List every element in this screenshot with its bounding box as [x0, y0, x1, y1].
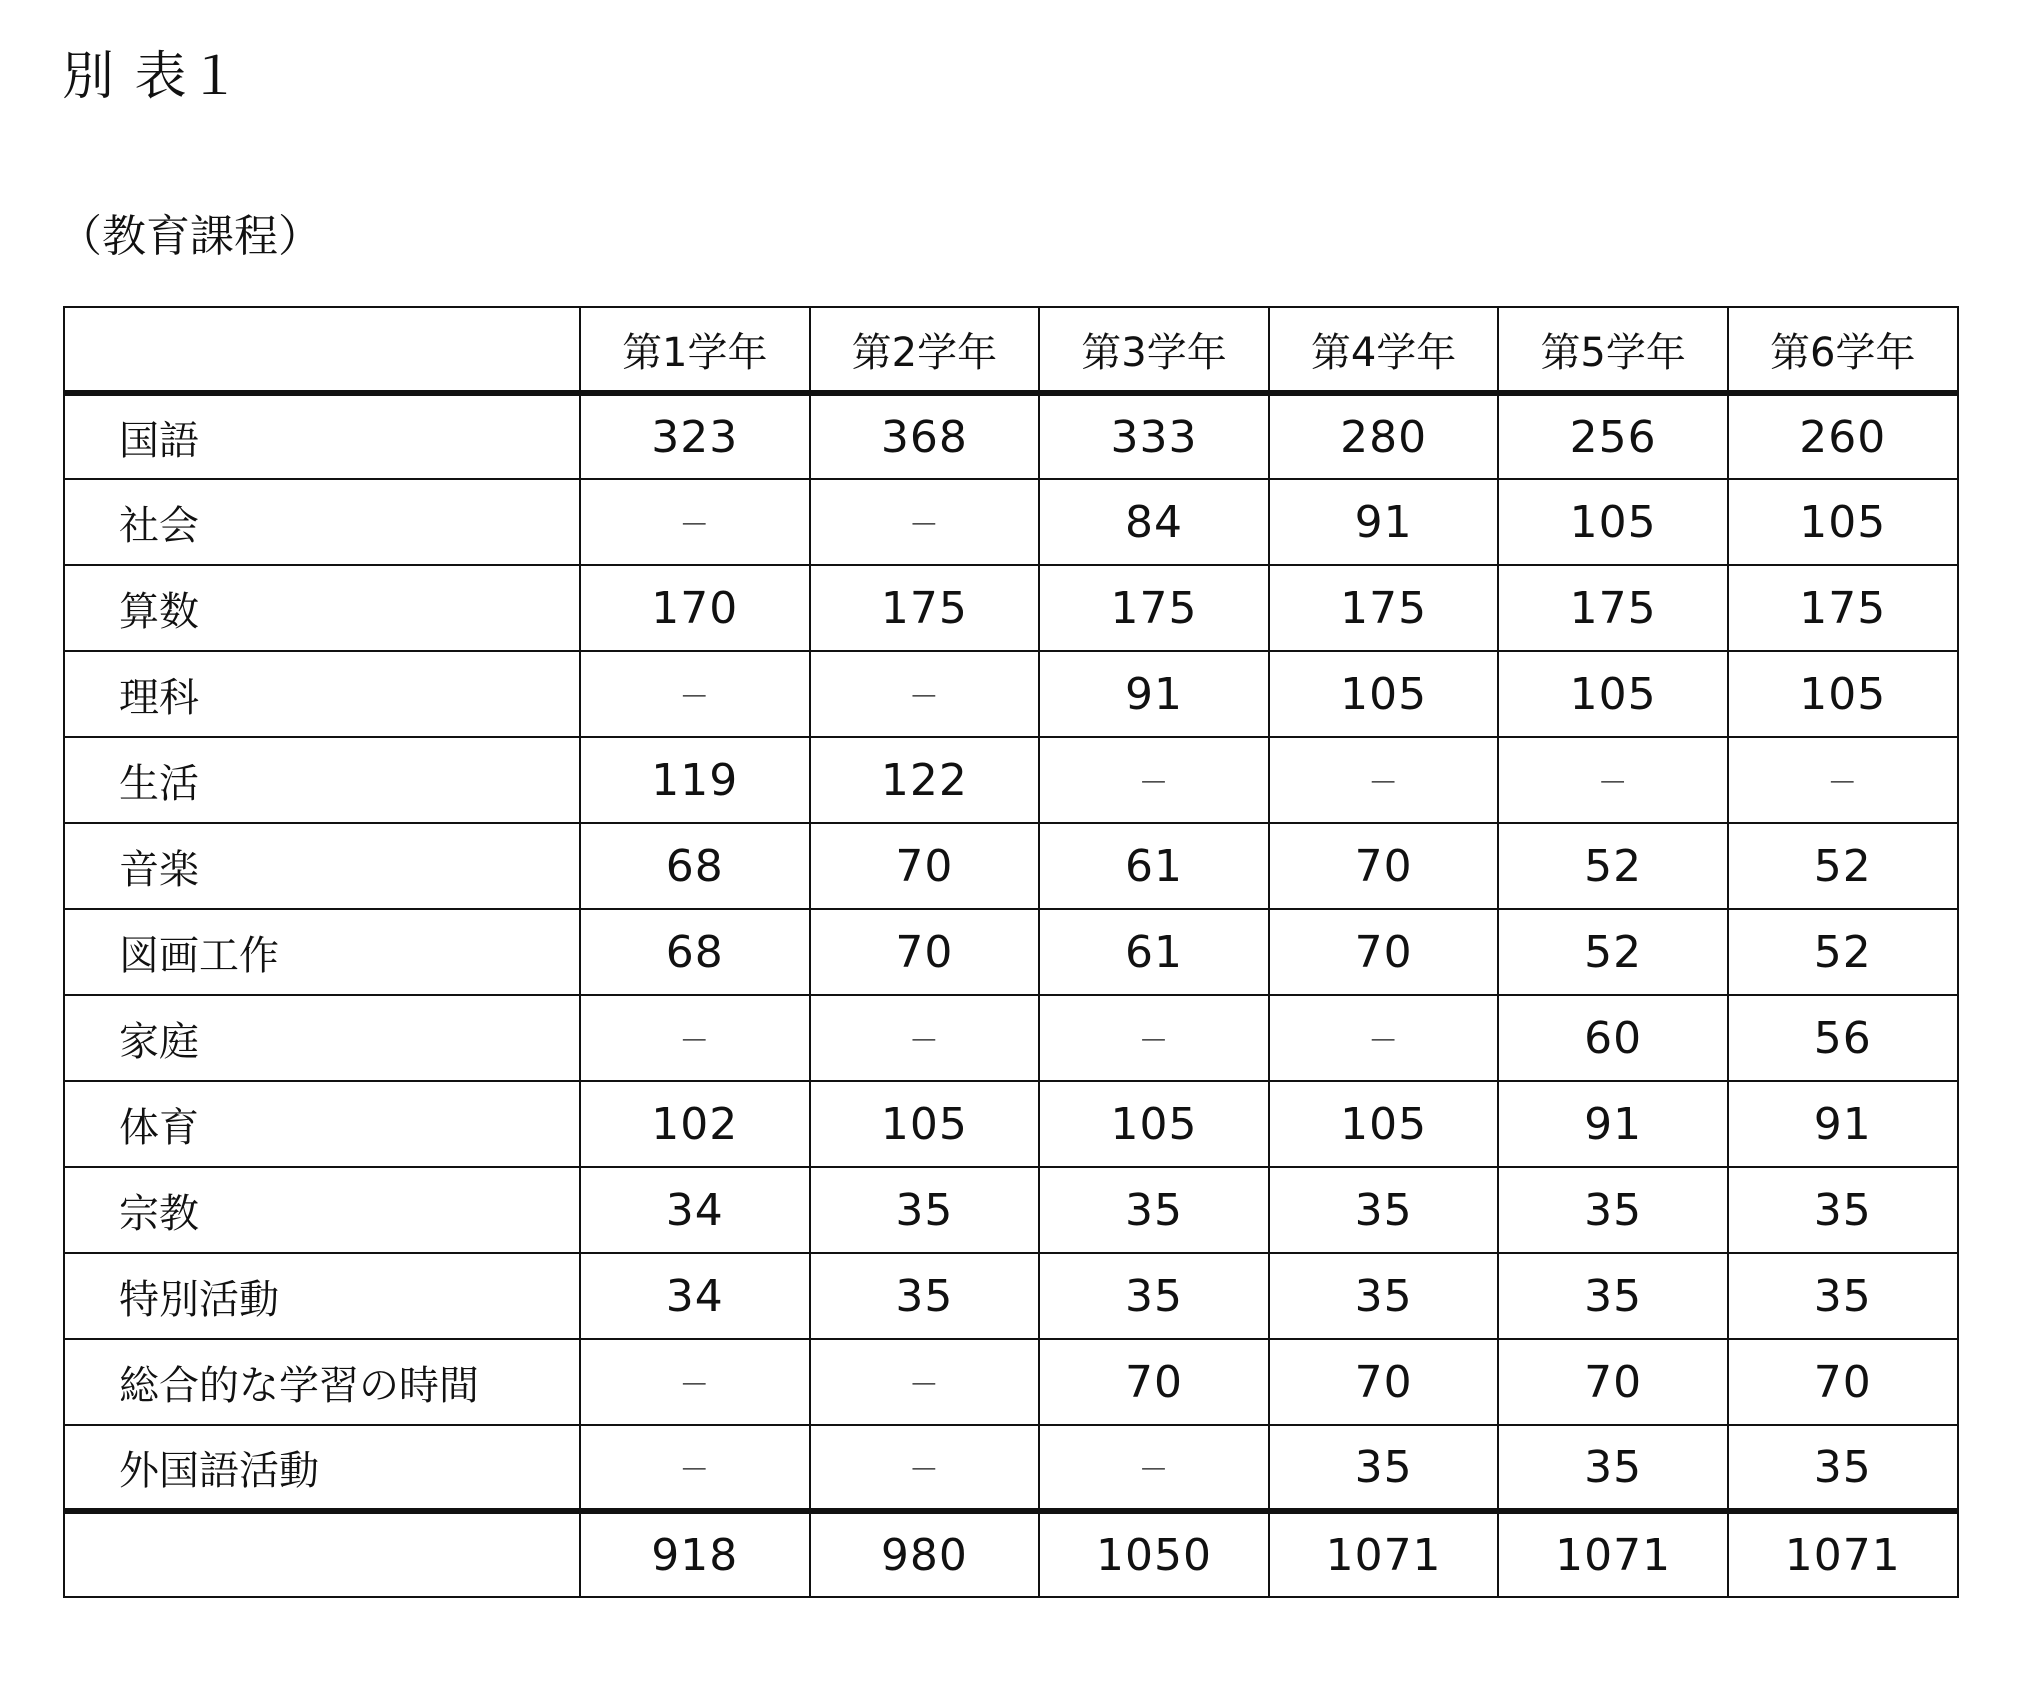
hours-cell-grade-2: 35 [810, 1167, 1040, 1253]
hours-cell-grade-4: 105 [1269, 651, 1499, 737]
table-row [64, 1253, 1958, 1339]
hours-cell-grade-6: 35 [1728, 1167, 1958, 1253]
table-row [64, 479, 1958, 565]
hours-cell-grade-6: 35 [1728, 1425, 1958, 1511]
hours-cell-grade-5: 35 [1498, 1425, 1728, 1511]
hours-cell-grade-4: 91 [1269, 479, 1499, 565]
hours-cell-grade-3: 61 [1039, 909, 1269, 995]
hours-cell-grade-3: 35 [1039, 1253, 1269, 1339]
hours-cell-grade-3: － [1039, 995, 1269, 1081]
hours-cell-grade-6: 70 [1728, 1339, 1958, 1425]
table-row [64, 393, 1958, 479]
header-corner-cell [64, 307, 580, 393]
hours-cell-grade-5: 52 [1498, 909, 1728, 995]
subject-cell: 特別活動 [64, 1253, 580, 1339]
header-grade-4: 第4学年 [1269, 307, 1499, 393]
curriculum-table [63, 306, 1959, 1598]
hours-cell-grade-3: 175 [1039, 565, 1269, 651]
table-body [64, 393, 1958, 1597]
subject-cell: 宗教 [64, 1167, 580, 1253]
hours-cell-grade-1: 68 [580, 823, 810, 909]
header-row [64, 307, 1958, 393]
table-row [64, 909, 1958, 995]
hours-cell-grade-4: 70 [1269, 909, 1499, 995]
table-row [64, 651, 1958, 737]
hours-cell-grade-2: － [810, 995, 1040, 1081]
hours-cell-grade-5: 175 [1498, 565, 1728, 651]
hours-cell-grade-5: 105 [1498, 479, 1728, 565]
hours-cell-grade-4: 35 [1269, 1425, 1499, 1511]
hours-cell-grade-2: 122 [810, 737, 1040, 823]
hours-cell-grade-4: 105 [1269, 1081, 1499, 1167]
hours-cell-grade-5: 52 [1498, 823, 1728, 909]
hours-cell-grade-6: 175 [1728, 565, 1958, 651]
document-subtitle: （教育課程） [58, 211, 322, 262]
hours-cell-grade-5: 1071 [1498, 1511, 1728, 1597]
hours-cell-grade-3: 84 [1039, 479, 1269, 565]
subject-cell: 体育 [64, 1081, 580, 1167]
hours-cell-grade-6: 91 [1728, 1081, 1958, 1167]
hours-cell-grade-5: 256 [1498, 393, 1728, 479]
table-row [64, 995, 1958, 1081]
hours-cell-grade-5: 35 [1498, 1253, 1728, 1339]
hours-cell-grade-6: 105 [1728, 479, 1958, 565]
hours-cell-grade-4: 280 [1269, 393, 1499, 479]
subject-cell: 音楽 [64, 823, 580, 909]
hours-cell-grade-1: 170 [580, 565, 810, 651]
hours-cell-grade-2: － [810, 651, 1040, 737]
hours-cell-grade-4: 70 [1269, 823, 1499, 909]
total-row [64, 1511, 1958, 1597]
hours-cell-grade-3: 105 [1039, 1081, 1269, 1167]
hours-cell-grade-2: － [810, 1339, 1040, 1425]
hours-cell-grade-6: 1071 [1728, 1511, 1958, 1597]
table-row [64, 737, 1958, 823]
hours-cell-grade-1: 34 [580, 1167, 810, 1253]
hours-cell-grade-6: 52 [1728, 823, 1958, 909]
hours-cell-grade-4: 1071 [1269, 1511, 1499, 1597]
subject-cell: 図画工作 [64, 909, 580, 995]
hours-cell-grade-3: 70 [1039, 1339, 1269, 1425]
hours-cell-grade-5: － [1498, 737, 1728, 823]
subject-cell: 家庭 [64, 995, 580, 1081]
subject-cell: 生活 [64, 737, 580, 823]
header-grade-5: 第5学年 [1498, 307, 1728, 393]
table-row [64, 1339, 1958, 1425]
hours-cell-grade-4: 35 [1269, 1167, 1499, 1253]
hours-cell-grade-6: 52 [1728, 909, 1958, 995]
hours-cell-grade-1: － [580, 1425, 810, 1511]
hours-cell-grade-3: 333 [1039, 393, 1269, 479]
hours-cell-grade-1: － [580, 995, 810, 1081]
subject-cell: 社会 [64, 479, 580, 565]
hours-cell-grade-6: 35 [1728, 1253, 1958, 1339]
hours-cell-grade-2: 175 [810, 565, 1040, 651]
hours-cell-grade-6: 260 [1728, 393, 1958, 479]
table-row [64, 1167, 1958, 1253]
hours-cell-grade-4: 35 [1269, 1253, 1499, 1339]
hours-cell-grade-2: － [810, 1425, 1040, 1511]
table-row [64, 565, 1958, 651]
hours-cell-grade-3: 91 [1039, 651, 1269, 737]
hours-cell-grade-5: 105 [1498, 651, 1728, 737]
subject-cell: 外国語活動 [64, 1425, 580, 1511]
hours-cell-grade-2: 980 [810, 1511, 1040, 1597]
hours-cell-grade-4: 175 [1269, 565, 1499, 651]
hours-cell-grade-5: 91 [1498, 1081, 1728, 1167]
hours-cell-grade-5: 60 [1498, 995, 1728, 1081]
hours-cell-grade-1: － [580, 651, 810, 737]
subject-cell: 国語 [64, 393, 580, 479]
hours-cell-grade-6: 56 [1728, 995, 1958, 1081]
hours-cell-grade-1: 34 [580, 1253, 810, 1339]
header-grade-6: 第6学年 [1728, 307, 1958, 393]
hours-cell-grade-1: － [580, 479, 810, 565]
hours-cell-grade-1: 102 [580, 1081, 810, 1167]
table-row [64, 1425, 1958, 1511]
hours-cell-grade-2: 105 [810, 1081, 1040, 1167]
subject-cell: 算数 [64, 565, 580, 651]
hours-cell-grade-5: 35 [1498, 1167, 1728, 1253]
hours-cell-grade-1: 323 [580, 393, 810, 479]
header-grade-1: 第1学年 [580, 307, 810, 393]
hours-cell-grade-1: 68 [580, 909, 810, 995]
hours-cell-grade-3: － [1039, 1425, 1269, 1511]
hours-cell-grade-2: 368 [810, 393, 1040, 479]
subject-cell: 理科 [64, 651, 580, 737]
hours-cell-grade-6: 105 [1728, 651, 1958, 737]
table-row [64, 1081, 1958, 1167]
subject-cell [64, 1511, 580, 1597]
hours-cell-grade-1: 119 [580, 737, 810, 823]
hours-cell-grade-2: 70 [810, 823, 1040, 909]
header-grade-3: 第3学年 [1039, 307, 1269, 393]
hours-cell-grade-3: 35 [1039, 1167, 1269, 1253]
hours-cell-grade-4: － [1269, 737, 1499, 823]
hours-cell-grade-1: 918 [580, 1511, 810, 1597]
hours-cell-grade-5: 70 [1498, 1339, 1728, 1425]
table-row [64, 823, 1958, 909]
hours-cell-grade-2: 35 [810, 1253, 1040, 1339]
hours-cell-grade-1: － [580, 1339, 810, 1425]
hours-cell-grade-4: － [1269, 995, 1499, 1081]
hours-cell-grade-2: － [810, 479, 1040, 565]
hours-cell-grade-4: 70 [1269, 1339, 1499, 1425]
header-grade-2: 第2学年 [810, 307, 1040, 393]
hours-cell-grade-3: 61 [1039, 823, 1269, 909]
document-title: 別 表１ [62, 47, 243, 107]
subject-cell: 総合的な学習の時間 [64, 1339, 580, 1425]
hours-cell-grade-2: 70 [810, 909, 1040, 995]
hours-cell-grade-3: 1050 [1039, 1511, 1269, 1597]
hours-cell-grade-3: － [1039, 737, 1269, 823]
hours-cell-grade-6: － [1728, 737, 1958, 823]
